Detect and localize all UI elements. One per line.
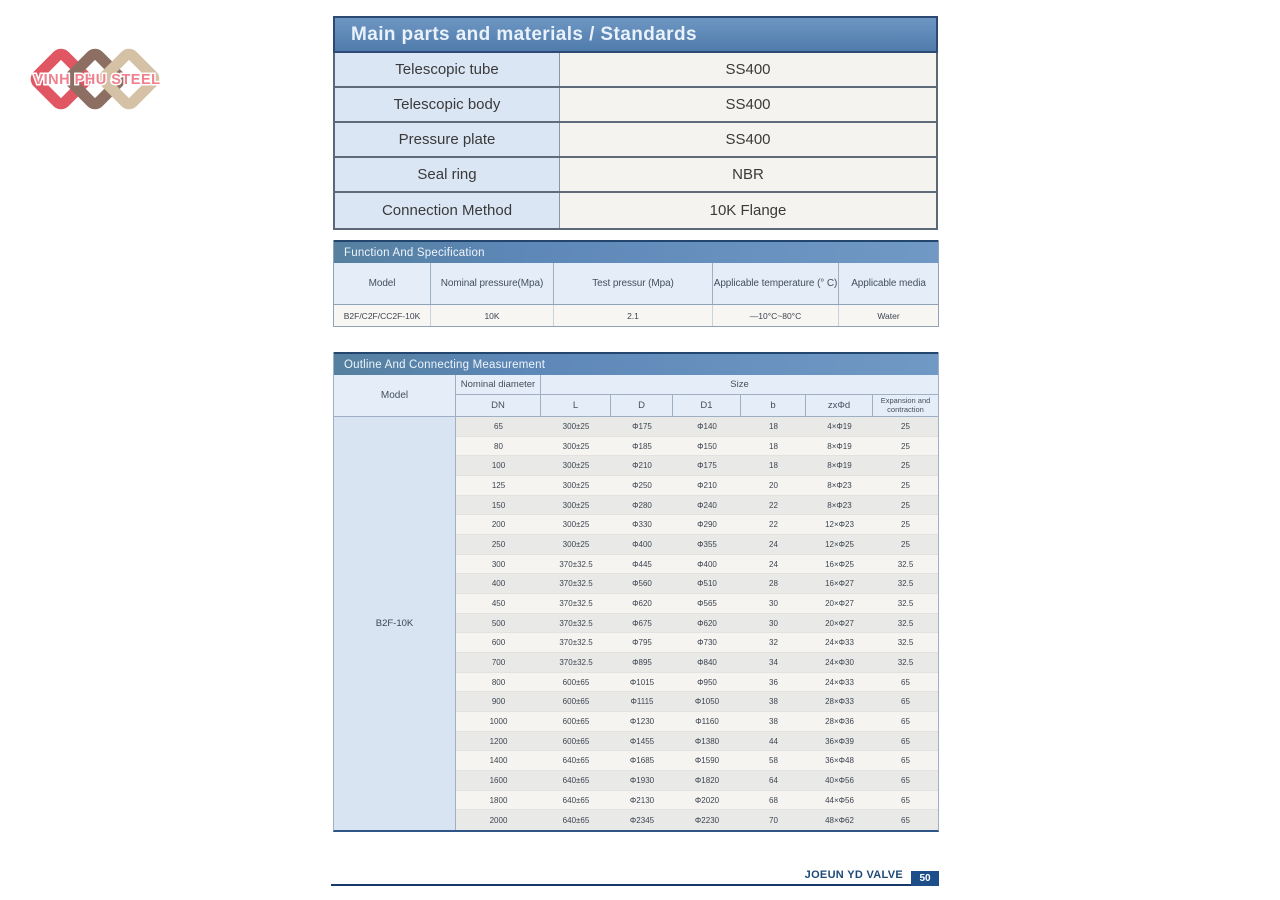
outline-cell: 38 [769, 716, 778, 726]
outline-row [456, 555, 938, 575]
outline-cell: 24×Φ30 [825, 657, 854, 667]
outline-header-row-2 [456, 395, 938, 417]
outline-cell: 12×Φ25 [825, 539, 854, 549]
outline-cell: 2000 [489, 815, 508, 825]
size-columns [456, 375, 938, 830]
outline-cell: Φ620 [632, 598, 652, 608]
outline-cell: Φ1685 [629, 756, 655, 766]
outline-cell: Φ1015 [629, 677, 655, 687]
outline-cell: 1000 [489, 716, 508, 726]
materials-row [335, 158, 936, 193]
outline-cell: Φ1160 [695, 716, 719, 726]
outline-row [456, 614, 938, 634]
outline-cell: 8×Φ19 [827, 461, 852, 471]
outline-cell: 370±32.5 [559, 638, 593, 648]
outline-cell: Φ1455 [629, 736, 655, 746]
outline-row [456, 712, 938, 732]
outline-cell: 300±25 [562, 500, 590, 510]
outline-cell: 65 [901, 775, 910, 785]
outline-cell: 200 [491, 520, 506, 530]
outline-row [456, 771, 938, 791]
outline-cell: 700 [491, 657, 506, 667]
nominal-diameter-header: Nominal diameter [456, 375, 541, 394]
outline-cell: 25 [901, 500, 910, 510]
outline-cell: 640±65 [562, 775, 590, 785]
outline-cell: 40×Φ56 [825, 775, 854, 785]
outline-cell: 32.5 [897, 638, 914, 648]
outline-cell: 36×Φ48 [825, 756, 854, 766]
outline-cell: 1200 [489, 736, 508, 746]
outline-cell: 1400 [489, 756, 508, 766]
outline-cell: 370±32.5 [559, 657, 593, 667]
outline-row [456, 456, 938, 476]
outline-cell: Φ510 [697, 579, 717, 589]
outline-cell: 25 [901, 539, 910, 549]
outline-cell: 65 [901, 736, 910, 746]
size-column-header: Expansion and contraction [880, 395, 931, 414]
outline-cell: 18 [769, 441, 778, 451]
model-value: B2F-10K [334, 417, 455, 830]
outline-cell: 24 [769, 559, 778, 569]
outline-cell: Φ185 [632, 441, 652, 451]
outline-cell: 18 [769, 421, 778, 431]
spec-column-header: Model [334, 263, 431, 304]
outline-cell: 800 [491, 677, 506, 687]
outline-cell: Φ2345 [629, 815, 655, 825]
outline-row [456, 476, 938, 496]
outline-cell: 640±65 [562, 795, 590, 805]
material-standard-value: SS400 [560, 123, 936, 156]
outline-cell: 25 [901, 421, 910, 431]
outline-header-row-1 [456, 375, 938, 395]
outline-cell: Φ175 [632, 421, 652, 431]
outline-cell: 36 [769, 677, 778, 687]
spec-table-data-row [334, 305, 938, 326]
outline-cell: 100 [491, 461, 506, 471]
outline-row [456, 417, 938, 437]
outline-cell: 65 [494, 421, 503, 431]
outline-row [456, 692, 938, 712]
logo-text: VINH PHU STEEL [33, 72, 161, 88]
outline-cell: 70 [769, 815, 778, 825]
outline-cell: 30 [769, 618, 778, 628]
materials-row [335, 193, 936, 228]
outline-cell: 65 [901, 815, 910, 825]
outline-cell: Φ210 [697, 480, 717, 490]
materials-table-title: Main parts and materials / Standards [333, 16, 938, 53]
material-part-label: Telescopic tube [335, 53, 560, 86]
outline-cell: 150 [491, 500, 506, 510]
spec-table-header-row [334, 263, 938, 305]
model-column-header: Model [334, 375, 455, 417]
spec-column-header: Test pressur (Mpa) [554, 263, 713, 304]
outline-cell: 500 [491, 618, 506, 628]
outline-cell: Φ2230 [694, 815, 720, 825]
outline-cell: 600±65 [562, 677, 590, 687]
outline-cell: Φ560 [632, 579, 652, 589]
footer-rule [331, 864, 911, 886]
outline-cell: 16×Φ27 [825, 579, 854, 589]
outline-cell: 32.5 [897, 598, 914, 608]
outline-cell: 65 [901, 716, 910, 726]
outline-cell: Φ2130 [629, 795, 655, 805]
outline-cell: 32.5 [897, 579, 914, 589]
outline-cell: 65 [901, 795, 910, 805]
outline-cell: 65 [901, 697, 910, 707]
outline-cell: Φ175 [697, 461, 717, 471]
outline-cell: 25 [901, 520, 910, 530]
outline-cell: 25 [901, 441, 910, 451]
outline-cell: 600±65 [562, 716, 590, 726]
materials-table [333, 16, 938, 230]
outline-cell: Φ445 [632, 559, 652, 569]
outline-table-title: Outline And Connecting Measurement [334, 352, 938, 375]
outline-cell: Φ2020 [694, 795, 720, 805]
outline-cell: Φ240 [697, 500, 717, 510]
spec-cell: Water [877, 310, 900, 321]
outline-cell: 22 [769, 500, 778, 510]
outline-cell: 300±25 [562, 539, 590, 549]
material-standard-value: SS400 [560, 53, 936, 86]
outline-cell: 18 [769, 461, 778, 471]
outline-table-body [456, 417, 938, 830]
outline-cell: 600±65 [562, 697, 590, 707]
outline-cell: Φ355 [697, 539, 717, 549]
outline-cell: 38 [769, 697, 778, 707]
outline-cell: Φ330 [632, 520, 652, 530]
outline-cell: Φ620 [697, 618, 717, 628]
size-column-header: zxΦd [806, 395, 873, 416]
outline-cell: Φ675 [632, 618, 652, 628]
outline-cell: 300±25 [562, 421, 590, 431]
outline-row [456, 791, 938, 811]
spec-table-title: Function And Specification [334, 240, 938, 263]
outline-cell: 20 [769, 480, 778, 490]
spec-cell: B2F/C2F/CC2F-10K [334, 305, 431, 326]
outline-row [456, 535, 938, 555]
outline-cell: 32 [769, 638, 778, 648]
outline-cell: 48×Φ62 [825, 815, 854, 825]
outline-cell: Φ895 [632, 657, 652, 667]
outline-cell: Φ400 [697, 559, 717, 569]
size-column-header: DN [456, 395, 541, 416]
outline-cell: 8×Φ23 [827, 480, 852, 490]
outline-cell: 20×Φ27 [825, 598, 854, 608]
outline-cell: 4×Φ19 [827, 421, 852, 431]
outline-cell: Φ140 [697, 421, 717, 431]
page-footer [331, 864, 939, 886]
outline-table-grid [334, 375, 938, 830]
outline-cell: 28×Φ36 [825, 716, 854, 726]
materials-row [335, 53, 936, 88]
size-column-header: L [541, 395, 611, 416]
outline-row [456, 810, 938, 830]
logo-diamonds-icon [26, 34, 168, 126]
outline-cell: 640±65 [562, 756, 590, 766]
outline-cell: 370±32.5 [559, 618, 593, 628]
outline-cell: 80 [494, 441, 503, 451]
outline-row [456, 574, 938, 594]
outline-cell: 25 [901, 480, 910, 490]
outline-cell: 28 [769, 579, 778, 589]
outline-cell: 300±25 [562, 480, 590, 490]
material-standard-value: NBR [560, 158, 936, 191]
outline-cell: Φ1930 [629, 775, 655, 785]
spec-cell: 2.1 [554, 305, 713, 326]
outline-cell: Φ250 [632, 480, 652, 490]
materials-row [335, 123, 936, 158]
outline-cell: 44×Φ56 [825, 795, 854, 805]
model-column [334, 375, 456, 830]
materials-table-body [333, 53, 938, 230]
page-number-badge: 50 [911, 871, 939, 886]
outline-cell: 1800 [489, 795, 508, 805]
outline-cell: 32.5 [897, 618, 914, 628]
outline-row [456, 653, 938, 673]
outline-cell: 370±32.5 [559, 559, 593, 569]
outline-cell: 12×Φ23 [825, 520, 854, 530]
outline-cell: 600±65 [562, 736, 590, 746]
outline-cell: 44 [769, 736, 778, 746]
outline-cell: 20×Φ27 [825, 618, 854, 628]
outline-cell: 300 [491, 559, 506, 569]
size-column-header: D [611, 395, 673, 416]
outline-cell: 24×Φ33 [825, 677, 854, 687]
outline-row [456, 515, 938, 535]
outline-cell: 25 [901, 461, 910, 471]
outline-cell: Φ950 [697, 677, 717, 687]
outline-row [456, 751, 938, 771]
outline-row [456, 437, 938, 457]
outline-cell: 65 [901, 756, 910, 766]
outline-cell: 450 [491, 598, 506, 608]
outline-cell: 24 [769, 539, 778, 549]
outline-row [456, 732, 938, 752]
outline-row [456, 633, 938, 653]
outline-cell: 28×Φ33 [825, 697, 854, 707]
outline-row [456, 673, 938, 693]
outline-cell: Φ1230 [629, 716, 655, 726]
materials-row [335, 88, 936, 123]
material-part-label: Pressure plate [335, 123, 560, 156]
vinh-phu-steel-logo [26, 34, 168, 126]
spec-column-header: Applicable media [851, 278, 926, 289]
outline-cell: Φ1115 [630, 697, 654, 707]
brand-name: JOEUN YD VALVE [804, 869, 903, 881]
outline-cell: Φ150 [697, 441, 717, 451]
material-standard-value: SS400 [560, 88, 936, 121]
spec-cell: —10°C~80°C [713, 305, 839, 326]
outline-cell: 300±25 [562, 461, 590, 471]
spec-column-header: Nominal pressure(Mpa) [431, 263, 554, 304]
outline-row [456, 496, 938, 516]
material-part-label: Seal ring [335, 158, 560, 191]
outline-cell: Φ1820 [694, 775, 720, 785]
outline-table [333, 352, 939, 832]
outline-cell: 400 [491, 579, 506, 589]
outline-cell: 58 [769, 756, 778, 766]
outline-row [456, 594, 938, 614]
outline-cell: 300±25 [562, 520, 590, 530]
outline-cell: 68 [769, 795, 778, 805]
outline-cell: 34 [769, 657, 778, 667]
outline-cell: 8×Φ19 [827, 441, 852, 451]
outline-cell: 1600 [489, 775, 508, 785]
material-standard-value: 10K Flange [560, 193, 936, 228]
outline-cell: Φ400 [632, 539, 652, 549]
outline-cell: 370±32.5 [559, 598, 593, 608]
outline-cell: Φ1380 [694, 736, 720, 746]
outline-cell: 370±32.5 [559, 579, 593, 589]
outline-cell: 600 [491, 638, 506, 648]
size-column-header: D1 [673, 395, 741, 416]
outline-cell: 8×Φ23 [827, 500, 852, 510]
outline-cell: 30 [769, 598, 778, 608]
outline-cell: 640±65 [562, 815, 590, 825]
outline-cell: Φ290 [697, 520, 717, 530]
material-part-label: Telescopic body [335, 88, 560, 121]
outline-cell: 125 [491, 480, 506, 490]
outline-cell: 36×Φ39 [825, 736, 854, 746]
outline-cell: 64 [769, 775, 778, 785]
outline-cell: Φ1050 [694, 697, 720, 707]
spec-column-header: Applicable temperature (° C) [713, 263, 839, 304]
outline-cell: Φ795 [632, 638, 652, 648]
outline-cell: 32.5 [897, 657, 914, 667]
material-part-label: Connection Method [335, 193, 560, 228]
outline-cell: 22 [769, 520, 778, 530]
outline-cell: Φ210 [632, 461, 652, 471]
outline-cell: Φ565 [697, 598, 717, 608]
outline-cell: Φ1590 [694, 756, 720, 766]
outline-cell: 250 [491, 539, 506, 549]
outline-cell: 65 [901, 677, 910, 687]
outline-cell: 300±25 [562, 441, 590, 451]
outline-cell: 900 [491, 697, 506, 707]
outline-cell: 16×Φ25 [825, 559, 854, 569]
spec-table [333, 240, 939, 327]
outline-cell: 24×Φ33 [825, 638, 854, 648]
size-column-header: b [741, 395, 806, 416]
outline-cell: 32.5 [897, 559, 914, 569]
outline-cell: Φ730 [697, 638, 717, 648]
spec-cell: 10K [431, 305, 554, 326]
size-group-header: Size [730, 379, 749, 390]
outline-cell: Φ280 [632, 500, 652, 510]
outline-cell: Φ840 [697, 657, 717, 667]
